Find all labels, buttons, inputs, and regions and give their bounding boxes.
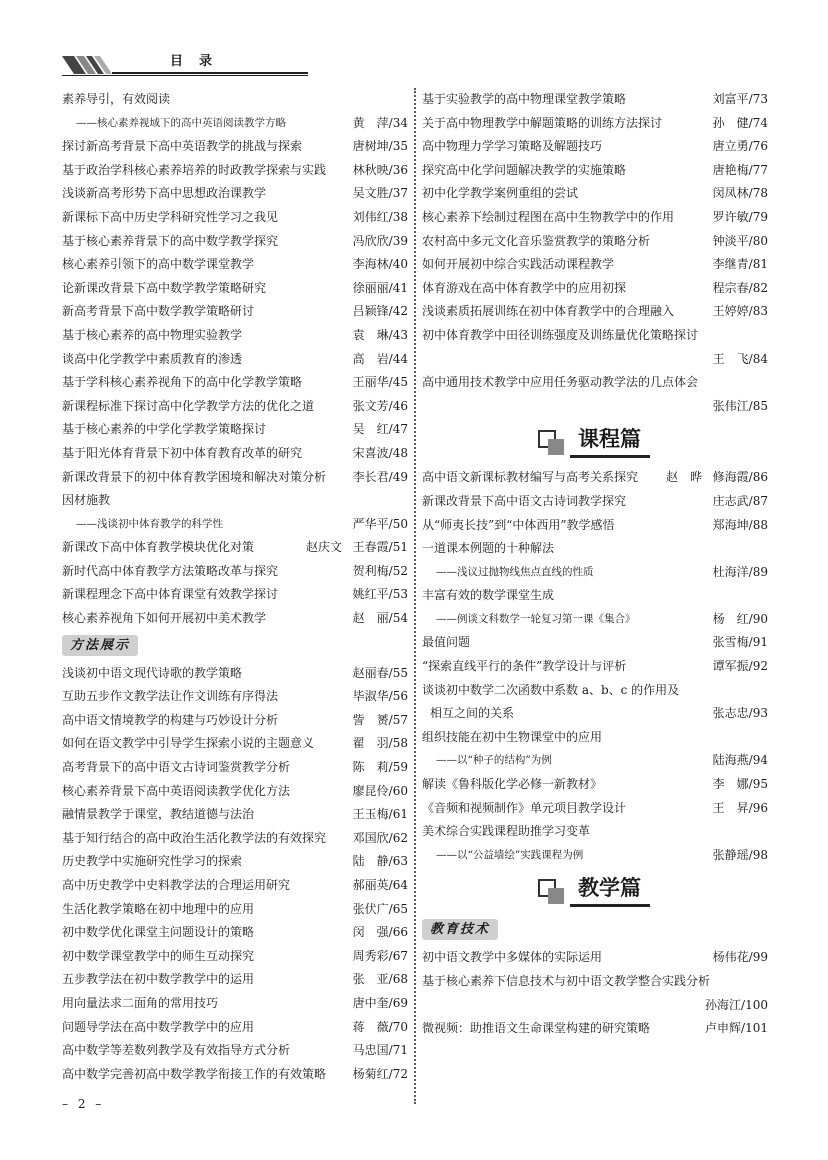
toc-title: 新时代高中体育教学方法策略改革与探究 [62, 563, 279, 578]
toc-author-page: 郝丽英/64 [352, 878, 408, 892]
toc-author-page: 李 娜/95 [712, 777, 768, 792]
toc-title: 浅谈新高考形势下高中思想政治课教学 [62, 186, 267, 201]
toc-author-page: 王丽华/45 [352, 375, 408, 390]
toc-author-page: 赵 丽/54 [352, 611, 408, 626]
toc-entry [62, 88, 408, 112]
toc-title: 谈谈初中数学二次函数中系数 a、b、c 的作用及 [422, 682, 680, 697]
toc-title: 新课改背景下高中语文古诗词教学探究 [422, 493, 627, 508]
toc-title: 因材施教 [62, 493, 111, 508]
toc-entry [422, 514, 768, 538]
toc-author-page: 孙 健/74 [712, 115, 768, 130]
badge-label: 教育技术 [430, 922, 491, 938]
toc-entry [62, 874, 408, 898]
toc-author-page: 钟淡平/80 [712, 233, 768, 248]
toc-entry [422, 324, 768, 348]
toc-subtitle-row [62, 112, 408, 136]
toc-title: 高中语文新课标教材编写与高考关系探究 [422, 470, 639, 485]
toc-entry [62, 803, 408, 827]
toc-author-page: 李海林/40 [352, 257, 408, 272]
toc-entry [422, 970, 768, 994]
toc-author-page: 冯欣欣/39 [352, 233, 408, 248]
toc-entry [62, 159, 408, 183]
toc-title: 组织技能在初中生物课堂中的应用 [422, 729, 603, 744]
toc-title: 基于核心素养下信息技术与初中语文教学整合实践分析 [422, 974, 711, 988]
toc-author-page: 张文芳/46 [352, 398, 408, 413]
toc-title: 基于核心素养的中学化学教学策略探讨 [62, 422, 267, 437]
toc-entry [62, 945, 408, 969]
toc-entry [422, 1017, 768, 1041]
toc-entry [422, 490, 768, 514]
toc-title: 初中数学优化课堂主问题设计的策略 [62, 925, 255, 940]
toc-entry [422, 395, 768, 419]
toc-author-page: 周秀彩/67 [352, 948, 408, 963]
toc-author-page: 张雪梅/91 [712, 635, 768, 650]
toc-author-page: 黄 萍/34 [352, 115, 408, 130]
toc-author-page: 杨菊红/72 [352, 1066, 408, 1081]
toc-author-page: 毕淑华/56 [352, 689, 408, 704]
toc-author-page: 王玉梅/61 [352, 807, 408, 822]
toc-subtitle-row [62, 513, 408, 537]
toc-entry [422, 773, 768, 797]
toc-entry [422, 206, 768, 230]
section-heading [422, 418, 768, 466]
toc-author-page: 邓国欣/62 [352, 830, 408, 845]
toc-entry [62, 135, 408, 159]
toc-title: 新高考背景下高中数学教学策略研讨 [62, 304, 255, 319]
toc-entry [62, 709, 408, 733]
toc-entry [62, 662, 408, 686]
toc-entry [62, 827, 408, 851]
toc-title: 如何开展初中综合实践活动课程教学 [422, 257, 615, 272]
toc-title: 基于核心素养的高中物理实验教学 [62, 327, 243, 342]
toc-entry [62, 732, 408, 756]
toc-author-page: 李长君/49 [352, 469, 408, 484]
toc-author-page: 陆 静/63 [352, 854, 408, 869]
toc-author-page: 张伏广/65 [352, 901, 408, 916]
toc-title: “探索直线平行的条件”教学设计与评析 [422, 659, 627, 674]
toc-title: 基于政治学科核心素养培养的时政教学探索与实践 [62, 162, 327, 177]
toc-author-page: 张志忠/93 [712, 706, 768, 721]
toc-title: 论新课改背景下高中数学教学策略研究 [62, 280, 267, 295]
toc-title: 关于高中物理教学中解题策略的训练方法探讨 [422, 115, 663, 130]
right-column [422, 88, 768, 1041]
toc-author-page: 王 飞/84 [712, 351, 768, 366]
toc-title: 浅谈初中语文现代诗歌的教学策略 [62, 665, 243, 680]
toc-author-page: 廖昆伶/60 [352, 783, 408, 798]
toc-title: 农村高中多元文化音乐鉴赏教学的策略分析 [422, 233, 651, 248]
toc-title: 高中数学等差数列教学及有效指导方式分析 [62, 1043, 291, 1058]
header-title: 目录 [170, 54, 229, 69]
left-column [62, 88, 408, 1086]
toc-author-page: 修海霞/86 [712, 470, 768, 485]
toc-entry [62, 780, 408, 804]
toc-entry [62, 395, 408, 419]
toc-title: ——以“种子的结构”为例 [436, 754, 552, 767]
toc-title: 如何在语文教学中引导学生探索小说的主题意义 [62, 736, 315, 751]
toc-author-page: 程宗春/82 [712, 280, 768, 295]
section-badge [62, 631, 408, 662]
toc-author-page: 卢申辉/101 [705, 1021, 768, 1036]
toc-author-page: 张伟江/85 [712, 398, 768, 413]
toc-entry [62, 230, 408, 254]
badge-label: 方法展示 [70, 637, 131, 653]
toc-subtitle-row [422, 608, 768, 632]
toc-title: 相互之间的关系 [430, 706, 515, 721]
toc-author-page: 徐丽丽/41 [352, 280, 408, 295]
toc-entry [422, 726, 768, 750]
toc-author-page: 郑海坤/88 [712, 517, 768, 532]
toc-title: 从“师夷长技”到“中体西用”教学感悟 [422, 517, 615, 532]
toc-title: 初中化学教学案例重组的尝试 [422, 186, 579, 201]
toc-title: 浅谈素质拓展训练在初中体育教学中的合理融入 [422, 304, 675, 319]
toc-title: 高中语文情境教学的构建与巧妙设计分析 [62, 712, 279, 727]
toc-author-page: 訾 赟/57 [352, 712, 408, 727]
toc-title: 生活化教学策略在初中地理中的应用 [62, 901, 255, 916]
toc-entry [62, 536, 408, 560]
toc-author-page: 张静瑶/98 [712, 847, 768, 862]
toc-author-page: 王婷婷/83 [712, 304, 768, 319]
toc-entry [422, 537, 768, 561]
toc-coauthor: 赵 晔 [665, 470, 702, 485]
toc-author-page: 马忠国/71 [352, 1043, 408, 1058]
toc-title: 初中数学课堂教学中的师生互动探究 [62, 948, 255, 963]
toc-author-page: 唐树坤/35 [352, 139, 408, 154]
toc-title: 高考背景下的高中语文古诗词鉴赏教学分析 [62, 760, 291, 775]
toc-entry [422, 946, 768, 970]
toc-entry [422, 797, 768, 821]
toc-author-page: 谭军振/92 [712, 659, 768, 674]
toc-entry [62, 583, 408, 607]
toc-entry [422, 631, 768, 655]
toc-entry [422, 466, 768, 490]
toc-title: 体育游戏在高中体育教学中的应用初探 [422, 280, 627, 295]
toc-entry [62, 756, 408, 780]
toc-title: 探讨新高考背景下高中英语教学的挑战与探索 [62, 139, 303, 154]
toc-entry [422, 300, 768, 324]
toc-entry [62, 182, 408, 206]
toc-title: 探究高中化学问题解决教学的实施策略 [422, 162, 627, 177]
toc-title: 基于阳光体育背景下初中体育教育改革的研究 [62, 445, 303, 460]
toc-title: 美术综合实践课程助推学习变革 [422, 824, 591, 839]
toc-author-page: 吴 红/47 [352, 422, 408, 437]
toc-title: 核心素养下绘制过程图在高中生物教学中的作用 [422, 209, 675, 224]
toc-entry [62, 921, 408, 945]
toc-author-page: 王春霞/51 [352, 540, 408, 555]
toc-entry [422, 88, 768, 112]
toc-author-page: 严华平/50 [352, 516, 408, 531]
toc-entry [422, 277, 768, 301]
toc-author-page: 李继青/81 [712, 257, 768, 272]
toc-entry [62, 489, 408, 513]
toc-entry [422, 994, 768, 1018]
toc-author-page: 高 岩/44 [352, 351, 408, 366]
toc-title: 新课改下高中体育教学模块优化对策 [62, 540, 255, 555]
toc-entry [62, 418, 408, 442]
toc-entry [422, 182, 768, 206]
column-divider [414, 88, 416, 1104]
toc-author-page: 张 亚/68 [352, 972, 408, 987]
toc-author-page: 杨 红/90 [712, 611, 768, 626]
toc-entry [422, 159, 768, 183]
heading-squares-icon [538, 879, 568, 905]
toc-title: ——浅议过抛物线焦点直线的性质 [436, 565, 594, 578]
toc-entry [62, 277, 408, 301]
toc-entry [62, 466, 408, 490]
toc-author-page: 陆海燕/94 [712, 753, 768, 768]
heading-underline [570, 904, 650, 907]
toc-entry [62, 607, 408, 631]
toc-title: 微视频：助推语文生命课堂构建的研究策略 [422, 1021, 651, 1036]
toc-entry [62, 1063, 408, 1087]
toc-title: 五步教学法在初中数学教学中的运用 [62, 972, 255, 987]
toc-entry [422, 230, 768, 254]
toc-author-page: 唐中奎/69 [352, 995, 408, 1010]
toc-title: 新课程标准下探讨高中化学教学方法的优化之道 [62, 398, 315, 413]
toc-title: 融情景教学于课堂，教结道德与法治 [62, 807, 255, 822]
toc-subtitle-row [422, 561, 768, 585]
toc-entry [422, 702, 768, 726]
toc-title: 互助五步作文教学法让作文训练有序得法 [62, 689, 279, 704]
toc-author-page: 杜海洋/89 [712, 564, 768, 579]
toc-entry [62, 898, 408, 922]
toc-entry [422, 584, 768, 608]
toc-title: 高中物理力学学习策略及解题技巧 [422, 139, 603, 154]
toc-author-page: 庄志武/87 [712, 493, 768, 508]
toc-author-page: 吕颖锋/42 [352, 304, 408, 319]
toc-entry [62, 992, 408, 1016]
toc-title: 新课标下高中历史学科研究性学习之我见 [62, 209, 279, 224]
toc-entry [62, 560, 408, 584]
toc-entry [62, 324, 408, 348]
toc-title: 素养导引，有效阅读 [62, 92, 171, 106]
toc-title: 高中数学完善初高中数学教学衔接工作的有效策略 [62, 1066, 327, 1081]
toc-subtitle-row [422, 749, 768, 773]
toc-author-page: 姚红平/53 [352, 587, 408, 602]
toc-title: 一道课本例题的十种解法 [422, 541, 555, 556]
toc-title: 谈高中化学教学中素质教育的渗透 [62, 351, 243, 366]
toc-author-page: 王 昇/96 [712, 800, 768, 815]
toc-entry [422, 655, 768, 679]
toc-title: 新课改背景下的初中体育教学困境和解决对策分析 [62, 469, 327, 484]
toc-author-page: 刘富平/73 [712, 92, 768, 106]
toc-entry [62, 206, 408, 230]
toc-title: 高中通用技术教学中应用任务驱动教学法的几点体会 [422, 375, 699, 390]
toc-title: 基于实验教学的高中物理课堂教学策略 [422, 92, 627, 106]
toc-title: 核心素养背景下高中英语阅读教学优化方法 [62, 783, 291, 798]
toc-title: 新课程理念下高中体育课堂有效教学探讨 [62, 587, 279, 602]
toc-title: 高中历史教学中史料教学法的合理运用研究 [62, 878, 291, 892]
toc-author-page: 孙海江/100 [705, 997, 768, 1012]
toc-entry [422, 135, 768, 159]
toc-author-page: 闵凤林/78 [712, 186, 768, 201]
toc-entry [62, 850, 408, 874]
toc-author-page: 赵丽春/55 [352, 665, 408, 680]
toc-entry [62, 253, 408, 277]
toc-author-page: 袁 琳/43 [352, 327, 408, 342]
toc-entry [62, 300, 408, 324]
toc-title: ——核心素养视域下的高中英语阅读教学方略 [76, 116, 286, 129]
toc-author-page: 贺利梅/52 [352, 563, 408, 578]
toc-author-page: 翟 羽/58 [352, 736, 408, 751]
toc-title: 解读《鲁科版化学必修一新教材》 [422, 777, 603, 792]
heading-squares-icon [538, 430, 568, 456]
toc-title: 丰富有效的数学课堂生成 [422, 588, 555, 603]
toc-author-page: 唐艳梅/77 [712, 162, 768, 177]
toc-title: 问题导学法在高中数学教学中的应用 [62, 1019, 255, 1034]
toc-author-page: 吴文胜/37 [352, 186, 408, 201]
toc-author-page: 杨伟花/99 [712, 950, 768, 965]
toc-entry [62, 968, 408, 992]
toc-entry [422, 253, 768, 277]
heading-title: 教学篇 [578, 876, 641, 901]
toc-author-page: 蒋 薇/70 [352, 1019, 408, 1034]
toc-author-page: 陈 莉/59 [352, 760, 408, 775]
toc-entry [62, 1039, 408, 1063]
toc-title: 用向量法求二面角的常用技巧 [62, 995, 219, 1010]
toc-author-page: 宋喜波/48 [352, 445, 408, 460]
toc-title: ——以“公益墙绘”实践课程为例 [436, 848, 584, 861]
toc-author-page: 林秋映/36 [352, 162, 408, 177]
toc-entry [62, 1016, 408, 1040]
toc-entry [422, 679, 768, 703]
toc-title: 初中体育教学中田径训练强度及训练量优化策略探讨 [422, 327, 699, 342]
section-heading [422, 867, 768, 915]
toc-entry [62, 442, 408, 466]
page-number: – 2 – [62, 1097, 105, 1111]
toc-title: 核心素养引领下的高中数学课堂教学 [62, 257, 255, 272]
toc-author-page: 闵 强/66 [352, 925, 408, 940]
toc-coauthor: 赵庆文 [305, 540, 342, 555]
toc-subtitle-row [422, 844, 768, 868]
toc-title: ——例谈文科数学一轮复习第一课《集合》 [436, 612, 636, 625]
toc-title: 核心素养视角下如何开展初中美术教学 [62, 611, 267, 626]
toc-title: ——浅谈初中体育教学的科学性 [76, 517, 223, 530]
toc-title: 《音频和视频制作》单元项目教学设计 [422, 800, 627, 815]
toc-entry [62, 685, 408, 709]
toc-entry [62, 348, 408, 372]
heading-title: 课程篇 [578, 427, 641, 452]
toc-title: 初中语文教学中多媒体的实际运用 [422, 950, 603, 965]
toc-author-page: 刘伟红/38 [352, 209, 408, 224]
toc-author-page: 罗许敏/79 [712, 209, 768, 224]
toc-title: 基于核心素养背景下的高中数学教学探究 [62, 233, 279, 248]
heading-underline [570, 455, 650, 458]
toc-entry [422, 348, 768, 372]
toc-title: 基于学科核心素养视角下的高中化学教学策略 [62, 375, 303, 390]
toc-title: 基于知行结合的高中政治生活化教学法的有效探究 [62, 830, 327, 845]
toc-author-page: 唐立勇/76 [712, 139, 768, 154]
toc-entry [422, 820, 768, 844]
section-badge [422, 915, 768, 946]
toc-entry [422, 371, 768, 395]
toc-entry [422, 112, 768, 136]
toc-title: 最值问题 [422, 635, 471, 650]
toc-title: 历史教学中实施研究性学习的探索 [62, 854, 243, 869]
page-header [62, 54, 308, 80]
toc-entry [62, 371, 408, 395]
